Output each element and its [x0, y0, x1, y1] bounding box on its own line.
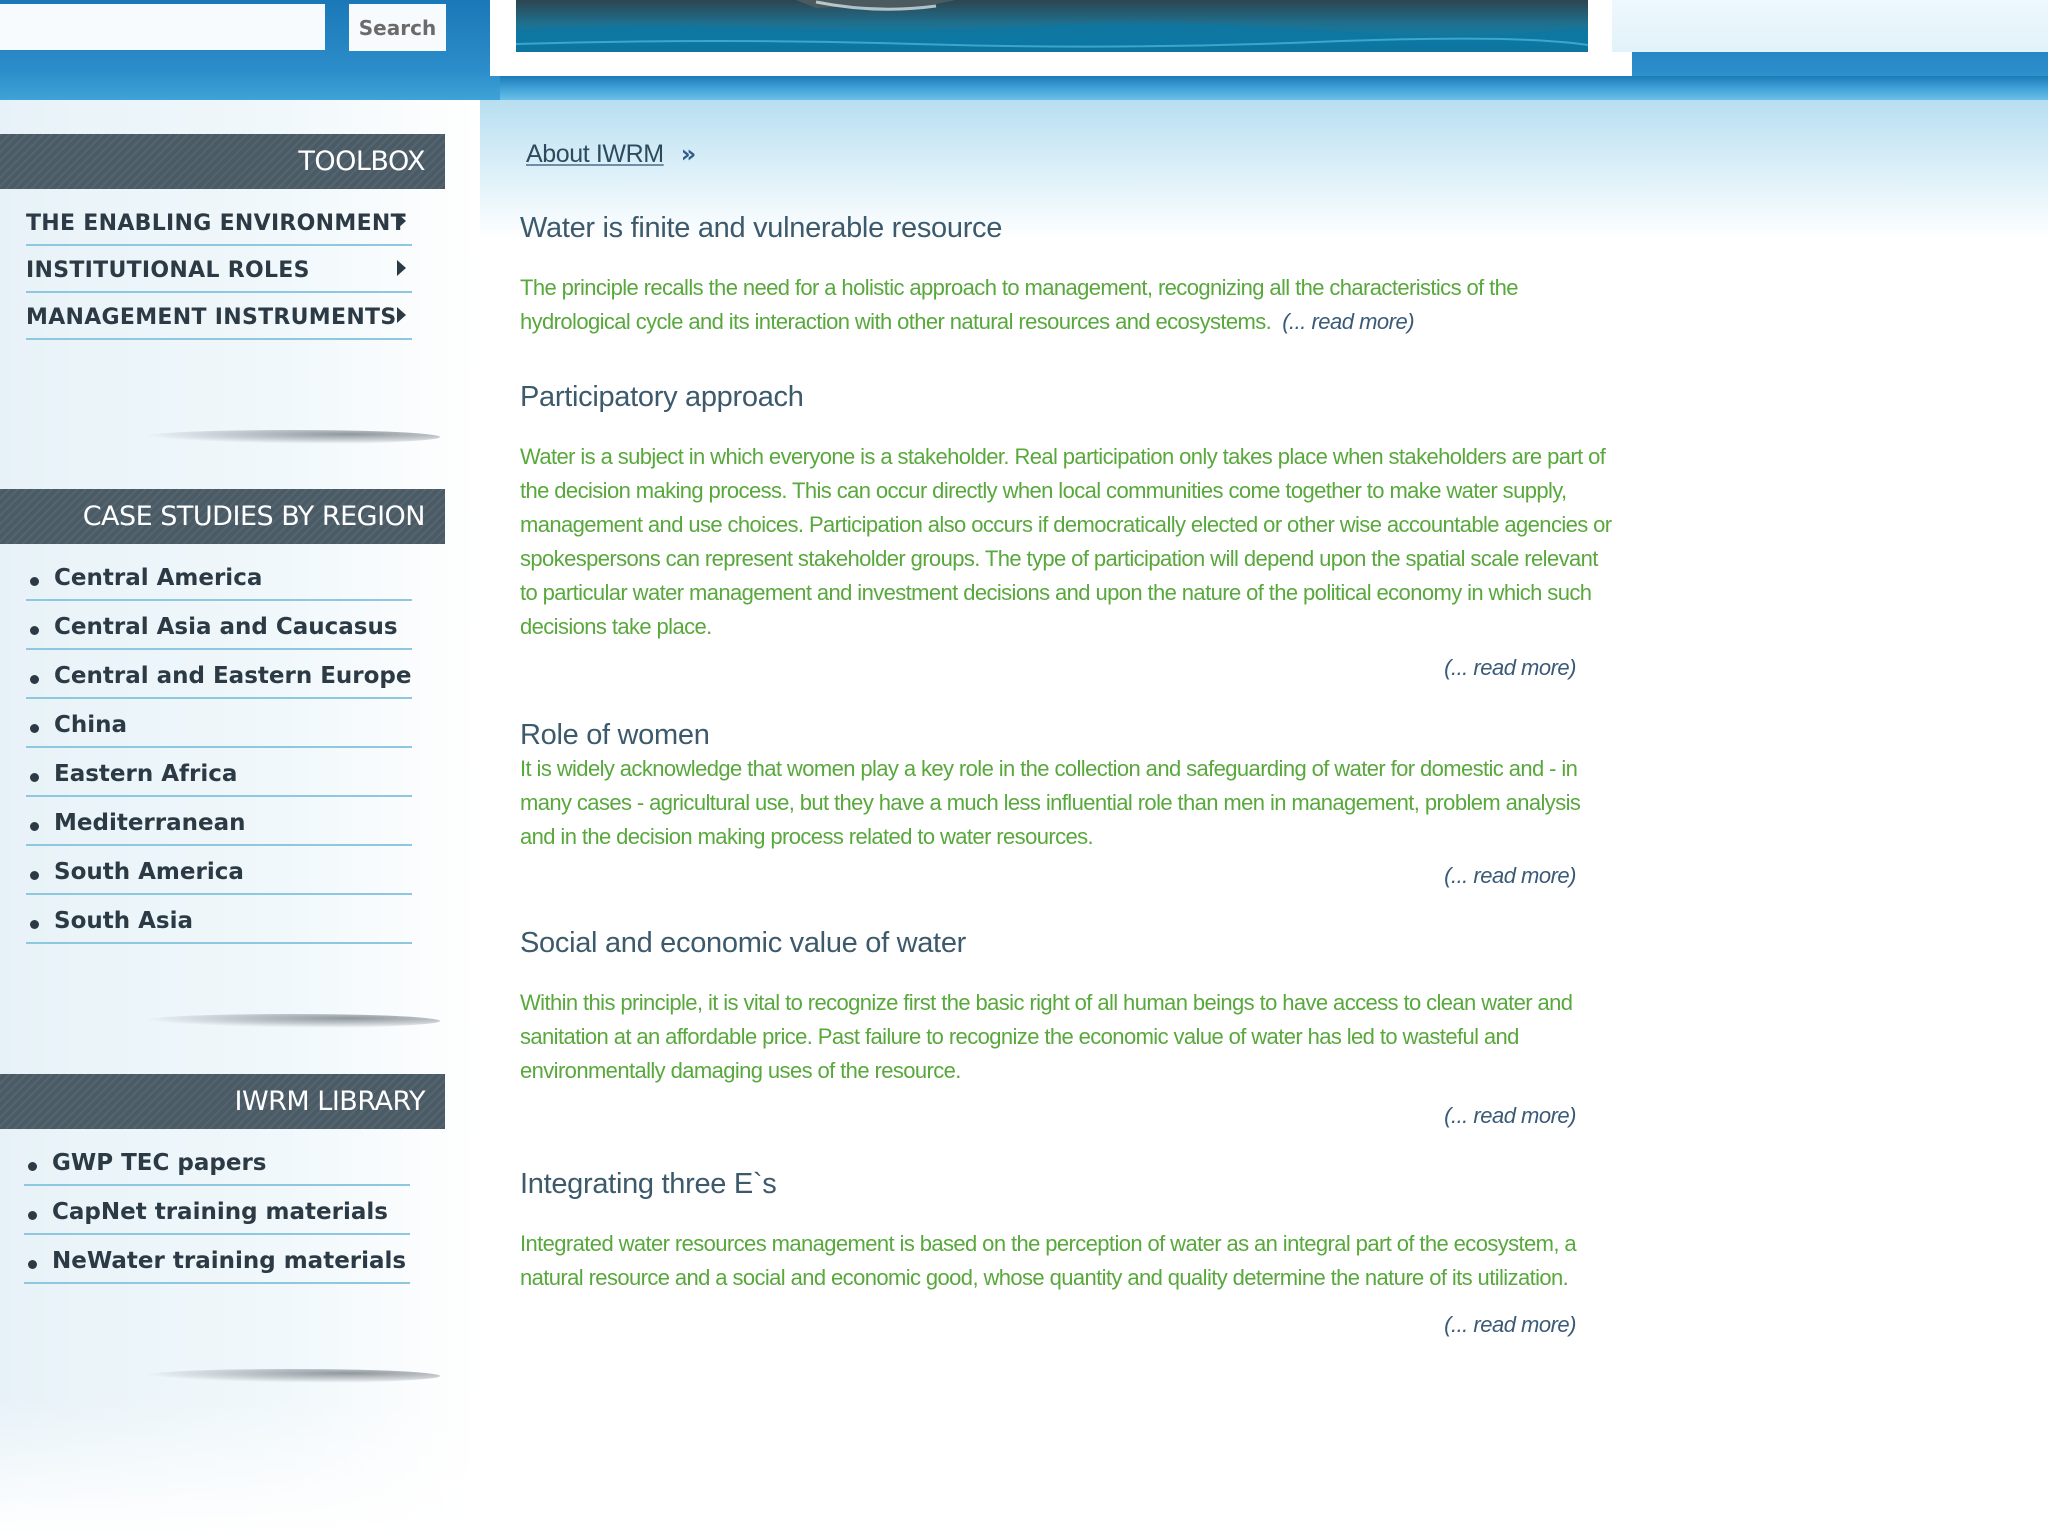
- case-studies-header: CASE STUDIES BY REGION: [0, 489, 445, 544]
- breadcrumb-separator: »: [680, 140, 697, 168]
- section-participatory-approach: [520, 381, 1612, 680]
- box-shadow-decoration: [140, 1369, 440, 1383]
- region-label: Central and Eastern Europe: [54, 663, 412, 689]
- bullet-icon: [30, 577, 39, 586]
- library-label: GWP TEC papers: [52, 1150, 267, 1176]
- section-body: [520, 271, 1612, 339]
- bullet-icon: [30, 773, 39, 782]
- region-label: Eastern Africa: [54, 761, 238, 787]
- toolbox-header: TOOLBOX: [0, 134, 445, 189]
- bullet-icon: [28, 1162, 37, 1171]
- region-link-south-asia[interactable]: [26, 895, 412, 944]
- section-heading: Water is finite and vulnerable resource: [520, 212, 1003, 244]
- read-more-link[interactable]: (... read more): [1444, 1312, 1576, 1337]
- region-label: South America: [54, 859, 244, 885]
- section-text: The principle recalls the need for a holistic approach to management, recognizing all the characteristics of the hydrological cycle and its interaction with other natural resources and ecosystems.: [520, 275, 1518, 334]
- case-studies-list: [0, 544, 445, 984]
- bullet-icon: [30, 822, 39, 831]
- section-heading: Participatory approach: [520, 381, 804, 413]
- section-role-of-women: [520, 719, 1612, 888]
- section-heading: Integrating three E`s: [520, 1168, 777, 1200]
- search-input[interactable]: [0, 4, 325, 50]
- bullet-icon: [30, 724, 39, 733]
- box-shadow-decoration: [140, 1014, 440, 1028]
- region-link-south-america[interactable]: [26, 846, 412, 895]
- bullet-icon: [30, 626, 39, 635]
- bullet-icon: [30, 675, 39, 684]
- header-right-panel: [1612, 0, 2048, 52]
- region-label: South Asia: [54, 908, 194, 934]
- read-more-link[interactable]: (... read more): [1444, 655, 1576, 680]
- library-link-newater-training[interactable]: [24, 1235, 410, 1284]
- read-more-link[interactable]: (... read more): [1444, 863, 1576, 888]
- sidebar-fade: [0, 1400, 480, 1536]
- section-finite-resource: [520, 212, 1612, 339]
- library-link-capnet-training[interactable]: [24, 1186, 410, 1235]
- region-link-china[interactable]: [26, 699, 412, 748]
- toolbox-item-enabling-environment[interactable]: [26, 199, 412, 246]
- toolbox-item-management-instruments[interactable]: [26, 293, 412, 340]
- menu-item-label: MANAGEMENT INSTRUMENTS: [26, 305, 397, 330]
- section-heading: Role of women: [520, 719, 710, 751]
- breadcrumb-link-about-iwrm[interactable]: About IWRM: [526, 140, 664, 168]
- section-body: Integrated water resources management is based on the perception of water as an integral part of the ecosystem, a natural resource and a social and economic good, whose quantity and quality determine the nature of its utilization.: [520, 1231, 1577, 1290]
- region-link-central-asia-caucasus[interactable]: [26, 601, 412, 650]
- case-studies-box: [0, 489, 445, 984]
- read-more-link[interactable]: (... read more): [1282, 309, 1415, 334]
- library-link-gwp-tec-papers[interactable]: [24, 1137, 410, 1186]
- region-link-central-america[interactable]: [26, 552, 412, 601]
- region-label: China: [54, 712, 128, 738]
- breadcrumb: [526, 140, 696, 176]
- read-more-link[interactable]: (... read more): [1444, 1103, 1576, 1128]
- library-list: [0, 1129, 445, 1329]
- section-social-economic-value: [520, 927, 1612, 1128]
- bullet-icon: [28, 1260, 37, 1269]
- arrow-right-icon: [397, 260, 406, 276]
- section-body: It is widely acknowledge that women play a key role in the collection and safeguarding of water for domestic and - in many cases - agricultural use, but they have a much less influential role than men in management, problem analysis and in the decision making process related to water resources.: [520, 756, 1581, 849]
- region-label: Central Asia and Caucasus: [54, 614, 398, 640]
- region-label: Central America: [54, 565, 263, 591]
- region-link-eastern-africa[interactable]: [26, 748, 412, 797]
- bullet-icon: [30, 871, 39, 880]
- bullet-icon: [28, 1211, 37, 1220]
- library-box: [0, 1074, 445, 1329]
- menu-item-label: INSTITUTIONAL ROLES: [26, 258, 310, 283]
- toolbox-box: [0, 134, 445, 389]
- box-shadow-decoration: [140, 430, 440, 444]
- header-bottom-strip: [500, 76, 2048, 100]
- arrow-right-icon: [397, 307, 406, 323]
- banner-image: [516, 0, 1588, 52]
- library-label: CapNet training materials: [52, 1199, 388, 1225]
- search-button[interactable]: Search: [349, 4, 446, 51]
- bullet-icon: [30, 920, 39, 929]
- region-link-mediterranean[interactable]: [26, 797, 412, 846]
- menu-item-label: THE ENABLING ENVIRONMENT: [26, 211, 406, 236]
- toolbox-menu: [0, 189, 445, 389]
- section-body: Within this principle, it is vital to recognize first the basic right of all human beings to have access to clean water and sanitation at an affordable price. Past failure to recognize the economic value of water has led to wasteful and environmentally damaging uses of the resource.: [520, 990, 1573, 1083]
- toolbox-item-institutional-roles[interactable]: [26, 246, 412, 293]
- region-link-central-eastern-europe[interactable]: [26, 650, 412, 699]
- library-label: NeWater training materials: [52, 1248, 407, 1274]
- section-body: Water is a subject in which everyone is a stakeholder. Real participation only takes place when stakeholders are part of the decision making process. This can occur directly when local communities come together to make water supply, management and use choices. Participation also occurs if democratically elected or other wise accountable agencies or spokespersons can represent stakeholder groups. The type of participation will depend upon the spatial scale relevant to particular water management and investment decisions and upon the nature of the political economy in which such decisions take place.: [520, 444, 1612, 639]
- region-label: Mediterranean: [54, 810, 246, 836]
- library-header: IWRM LIBRARY: [0, 1074, 445, 1129]
- section-integrating-three-es: [520, 1168, 1612, 1337]
- arrow-right-icon: [397, 213, 406, 229]
- section-heading: Social and economic value of water: [520, 927, 966, 959]
